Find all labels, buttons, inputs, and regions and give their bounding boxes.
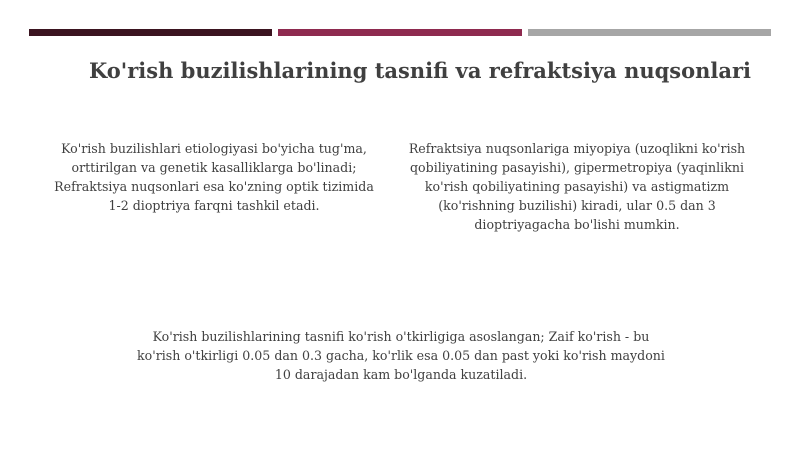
left-text-block: Ko'rish buzilishlari etiologiyasi bo'yicha tug'ma, orttirilgan va genetik kasalliklarga bo'linadi; Refraktsiya nuqsonlari esa ko'zning optik tizimida 1-2 dioptriya farqni tashkil etadi. xyxy=(54,141,374,213)
slide-title: Ko'rish buzilishlarining tasnifi va refraktsiya nuqsonlari xyxy=(88,58,752,83)
accent-bar-maroon xyxy=(278,29,522,36)
bottom-text-block: Ko'rish buzilishlarining tasnifi ko'rish o'tkirligiga asoslangan; Zaif ko'rish - bu ko'rish o'tkirligi 0.05 dan 0.3 gacha, ko'rlik esa 0.05 dan past yoki ko'rish maydoni 10 darajadan kam bo'lganda kuzatiladi. xyxy=(137,329,665,382)
accent-bar-dark xyxy=(29,29,272,36)
accent-bar-gray xyxy=(528,29,771,36)
right-text-block: Refraktsiya nuqsonlariga miyopiya (uzoqlikni ko'rish qobiliyatining pasayishi), gipermetropiya (yaqinlikni ko'rish qobiliyatining pasayishi) va astigmatizm (ko'rishning buzilishi) kiradi, ular 0.5 dan 3 dioptriyagacha bo'lishi mumkin. xyxy=(408,141,746,232)
